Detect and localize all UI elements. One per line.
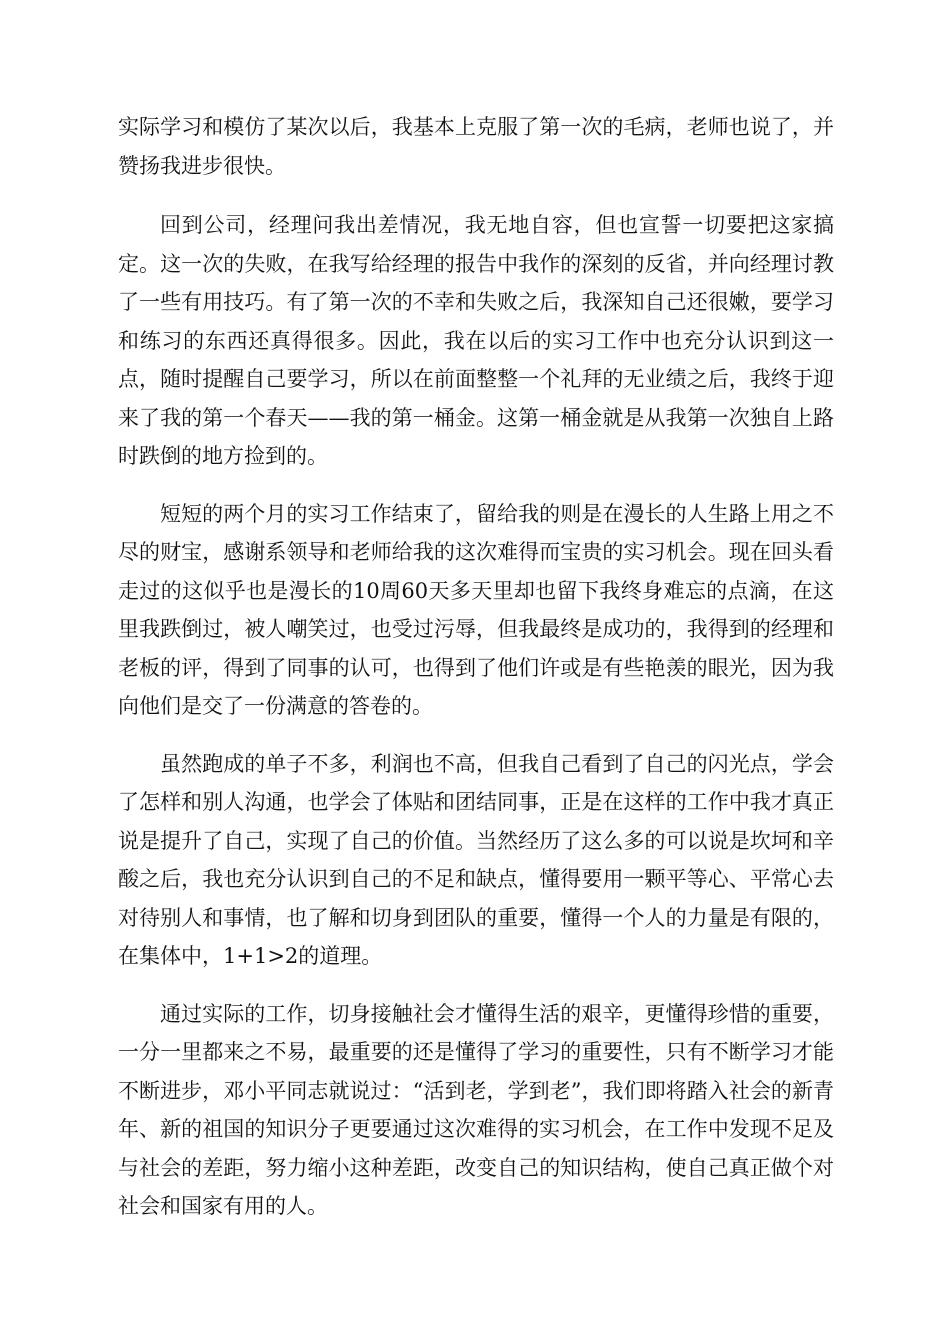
paragraph-5: 通过实际的工作，切身接触社会才懂得生活的艰辛，更懂得珍惜的重要，一分一里都来之不易，最重要的还是懂得了学习的重要性，只有不断学习才能不断进步，邓小平同志就说过：“活到老，学到老”，我们即将踏入社会的新青年、新的祖国的知识分子更要通过这次难得的实习机会，在工作中发现不足及与社会的差距，努力缩小这种差距，改变自己的知识结构，使自己真正做个对社会和国家有用的人。 [118,1001,834,1218]
paragraph-4: 虽然跑成的单子不多，利润也不高，但我自己看到了自己的闪光点，学会了怎样和别人沟通，也学会了体贴和团结同事，正是在这样的工作中我才真正说是提升了自己，实现了自己的价值。当然经历了这么多的可以说是坎坷和辛酸之后，我也充分认识到自己的不足和缺点，懂得要用一颗平等心、平常心去对待别人和事情，也了解和切身到团队的重要，懂得一个人的力量是有限的，在集体中，1+1>2的道理。 [118,751,834,968]
paragraph-3: 短短的两个月的实习工作结束了，留给我的则是在漫长的人生路上用之不尽的财宝，感谢系领导和老师给我的这次难得而宝贵的实习机会。现在回头看走过的这似乎也是漫长的10周60天多天里却也留下我终身难忘的点滴，在这里我跌倒过，被人嘲笑过，也受过污辱，但我最终是成功的，我得到的经理和老板的评，得到了同事的认可，也得到了他们许或是有些艳羡的眼光，因为我向他们是交了一份满意的答卷的。 [118,501,834,718]
paragraph-2: 回到公司，经理问我出差情况，我无地自容，但也宣誓一切要把这家搞定。这一次的失败，在我写给经理的报告中我作的深刻的反省，并向经理讨教了一些有用技巧。有了第一次的不幸和失败之后，我深知自己还很嫩，要学习和练习的东西还真得很多。因此，我在以后的实习工作中也充分认识到这一点，随时提醒自己要学习，所以在前面整整一个礼拜的无业绩之后，我终于迎来了我的第一个春天——我的第一桶金。这第一桶金就是从我第一次独自上路时跌倒的地方捡到的。 [118,213,834,468]
paragraph-1: 实际学习和模仿了某次以后，我基本上克服了第一次的毛病，老师也说了，并赞扬我进步很快。 [118,115,834,178]
document-body [118,108,834,1245]
